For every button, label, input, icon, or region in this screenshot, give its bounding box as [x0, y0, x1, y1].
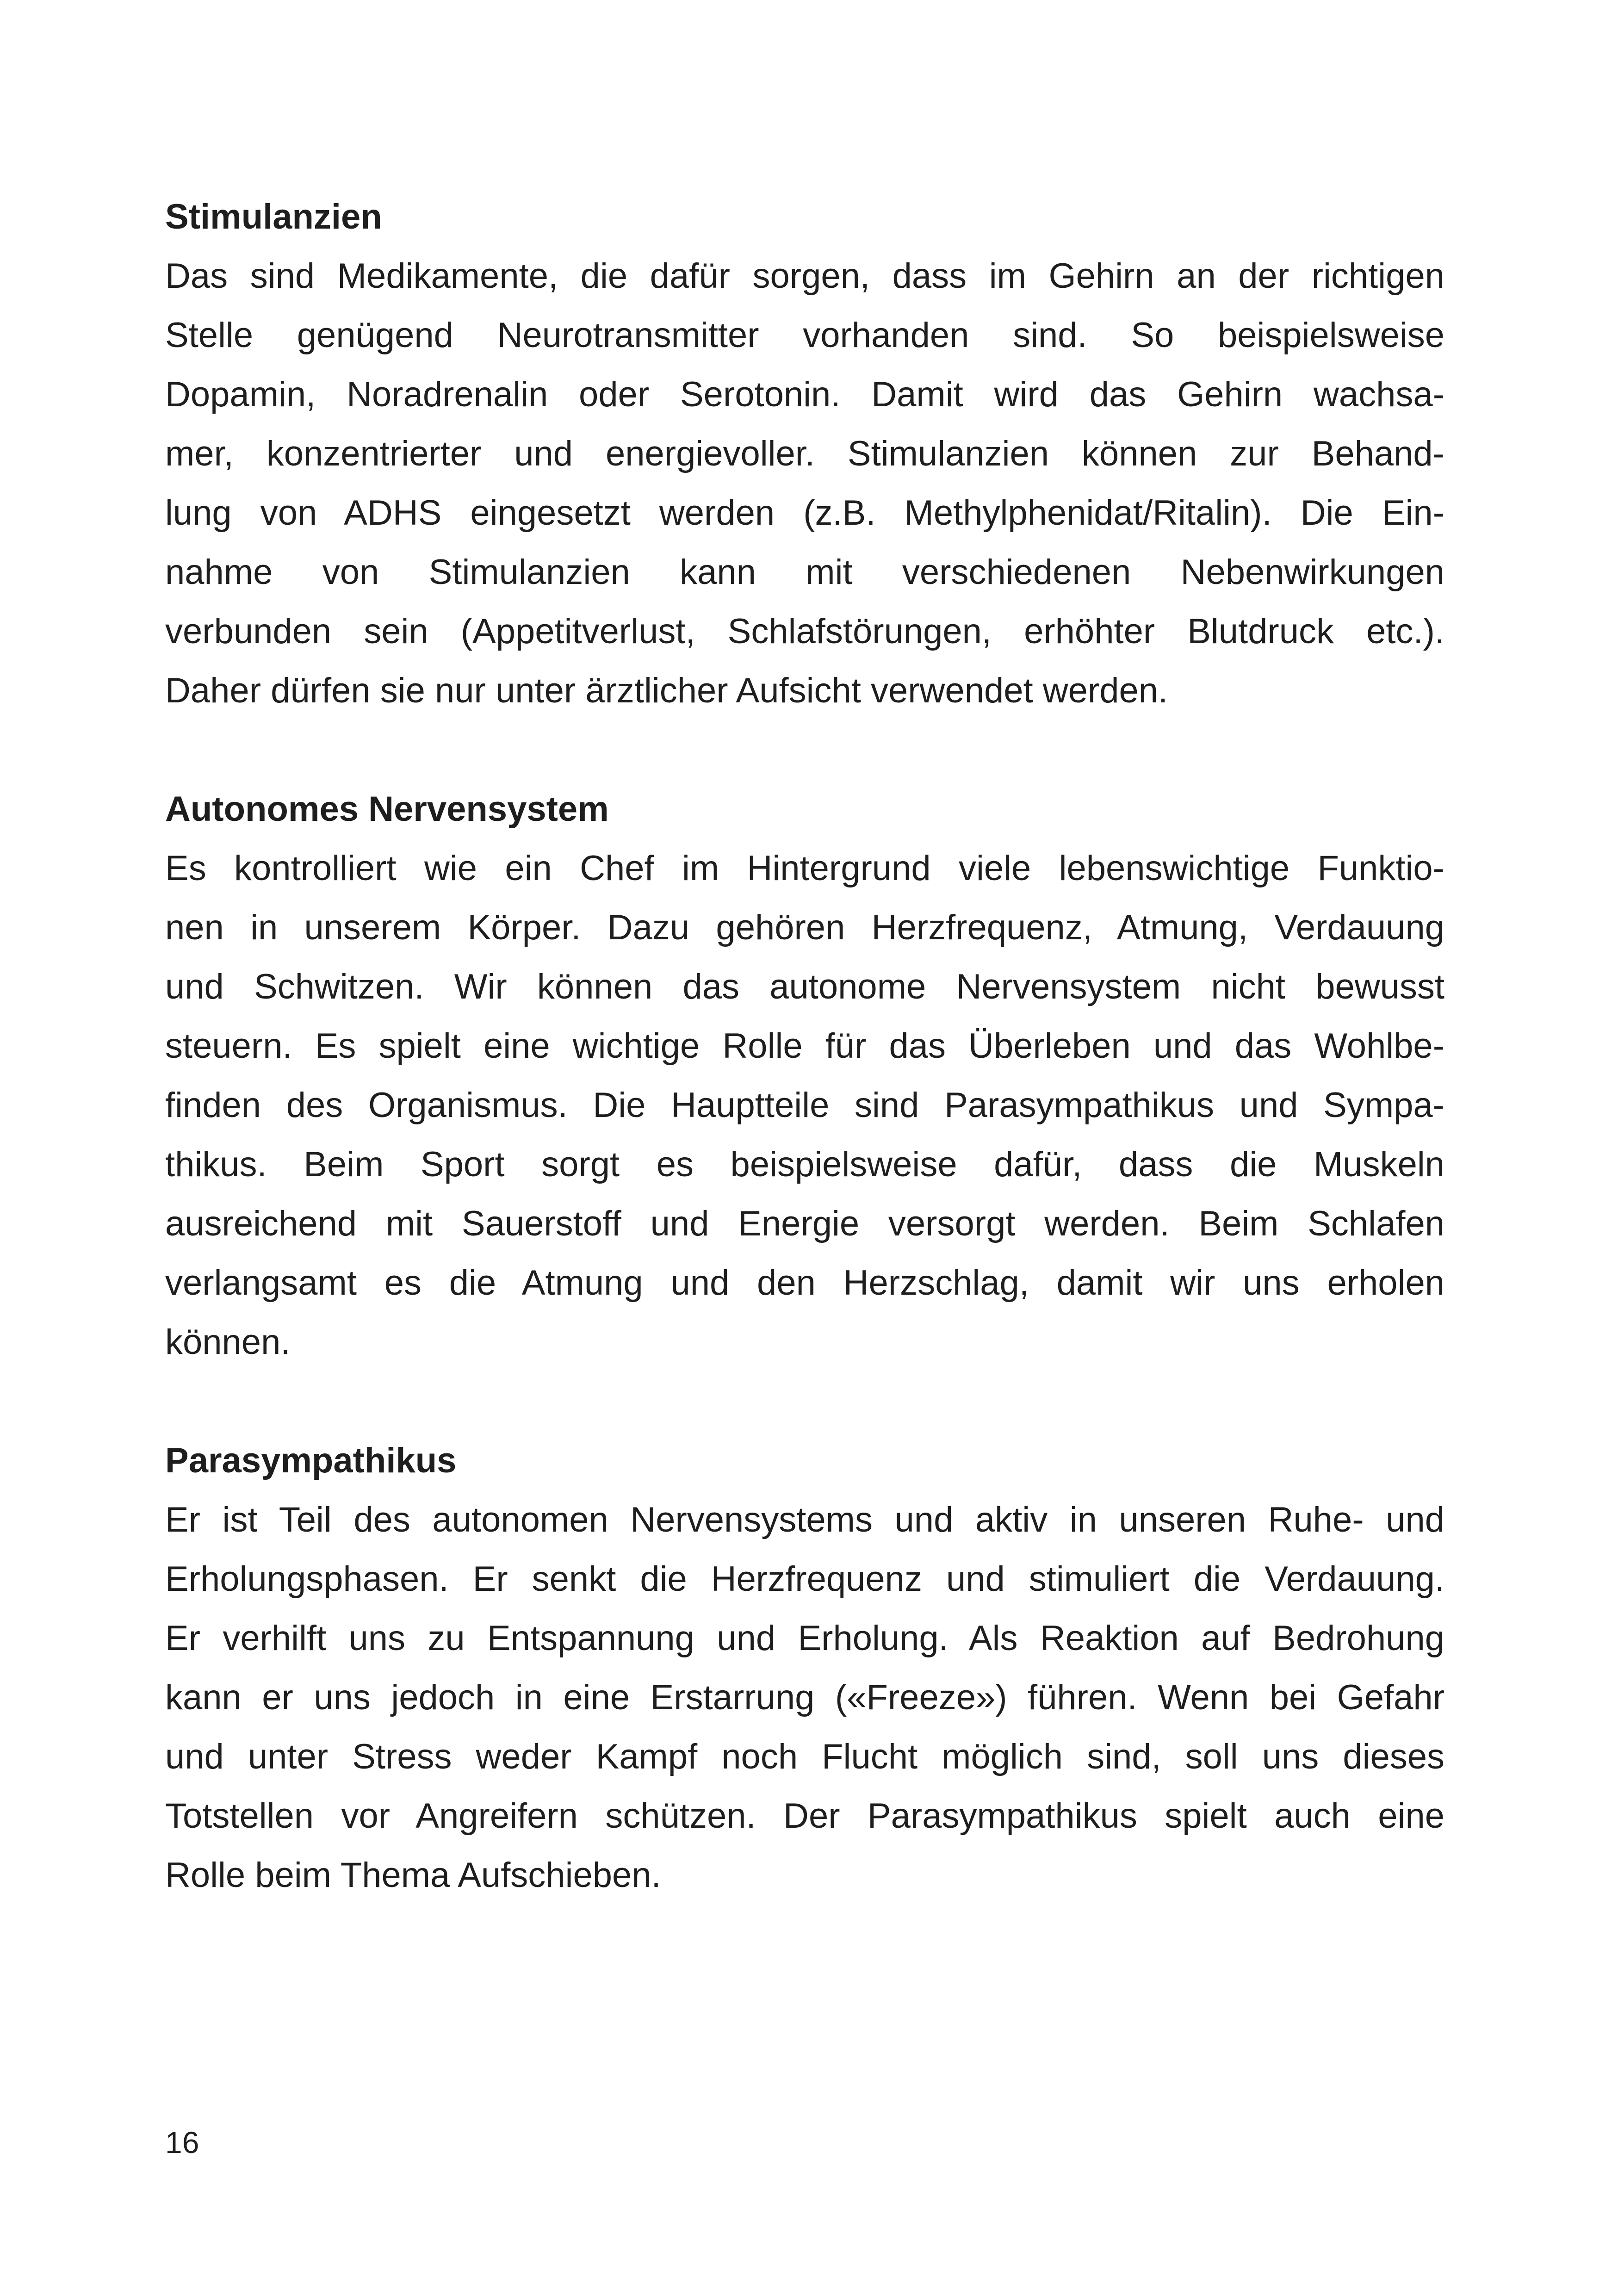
text-line: Stelle genügend Neurotransmitter vorhanden sind. So beispielsweise	[165, 316, 1444, 355]
section-heading: Stimulanzien	[165, 197, 382, 236]
text-line: nahme von Stimulanzien kann mit verschiedenen Nebenwirkungen	[165, 552, 1444, 592]
text-line: Erholungsphasen. Er senkt die Herzfrequenz und stimuliert die Verdauung.	[165, 1559, 1444, 1599]
text-line: Daher dürfen sie nur unter ärztlicher Aufsicht verwendet werden.	[165, 671, 1168, 710]
section-autonomes-nervensystem	[165, 780, 1444, 1372]
text-line: steuern. Es spielt eine wichtige Rolle für das Überleben und das Wohlbe-	[165, 1026, 1444, 1066]
text-line: Dopamin, Noradrenalin oder Serotonin. Damit wird das Gehirn wachsa-	[165, 375, 1444, 414]
text-line: lung von ADHS eingesetzt werden (z.B. Methylphenidat/Ritalin). Die Ein-	[165, 493, 1444, 533]
text-line: mer, konzentrierter und energievoller. Stimulanzien können zur Behand-	[165, 434, 1444, 473]
text-line: können.	[165, 1322, 291, 1362]
section-paragraph	[165, 247, 1444, 720]
section-stimulanzien	[165, 187, 1444, 720]
text-line: kann er uns jedoch in eine Erstarrung («Freeze») führen. Wenn bei Gefahr	[165, 1678, 1444, 1717]
page-content	[165, 187, 1444, 1964]
text-line: thikus. Beim Sport sorgt es beispielsweise dafür, dass die Muskeln	[165, 1145, 1444, 1184]
section-heading: Autonomes Nervensystem	[165, 789, 609, 829]
section-paragraph	[165, 1490, 1444, 1905]
section-paragraph	[165, 839, 1444, 1372]
text-line: nen in unserem Körper. Dazu gehören Herzfrequenz, Atmung, Verdauung	[165, 908, 1444, 947]
section-heading: Parasympathikus	[165, 1441, 457, 1480]
text-line: und Schwitzen. Wir können das autonome Nervensystem nicht bewusst	[165, 967, 1444, 1006]
text-line: Totstellen vor Angreifern schützen. Der Parasympathikus spielt auch eine	[165, 1796, 1444, 1836]
text-line: verbunden sein (Appetitverlust, Schlafstörungen, erhöhter Blutdruck etc.).	[165, 612, 1444, 651]
text-line: ausreichend mit Sauerstoff und Energie versorgt werden. Beim Schlafen	[165, 1204, 1444, 1243]
text-line: Rolle beim Thema Aufschieben.	[165, 1855, 661, 1895]
section-parasympathikus	[165, 1431, 1444, 1905]
text-line: Das sind Medikamente, die dafür sorgen, dass im Gehirn an der richtigen	[165, 256, 1444, 296]
page-number: 16	[165, 2125, 199, 2159]
text-line: Es kontrolliert wie ein Chef im Hintergrund viele lebenswichtige Funktio-	[165, 849, 1444, 888]
text-line: und unter Stress weder Kampf noch Flucht möglich sind, soll uns dieses	[165, 1737, 1444, 1776]
text-line: Er ist Teil des autonomen Nervensystems und aktiv in unseren Ruhe- und	[165, 1500, 1444, 1539]
text-line: Er verhilft uns zu Entspannung und Erholung. Als Reaktion auf Bedrohung	[165, 1619, 1444, 1658]
text-line: verlangsamt es die Atmung und den Herzschlag, damit wir uns erholen	[165, 1263, 1444, 1303]
text-line: finden des Organismus. Die Hauptteile sind Parasympathikus und Sympa-	[165, 1086, 1444, 1125]
